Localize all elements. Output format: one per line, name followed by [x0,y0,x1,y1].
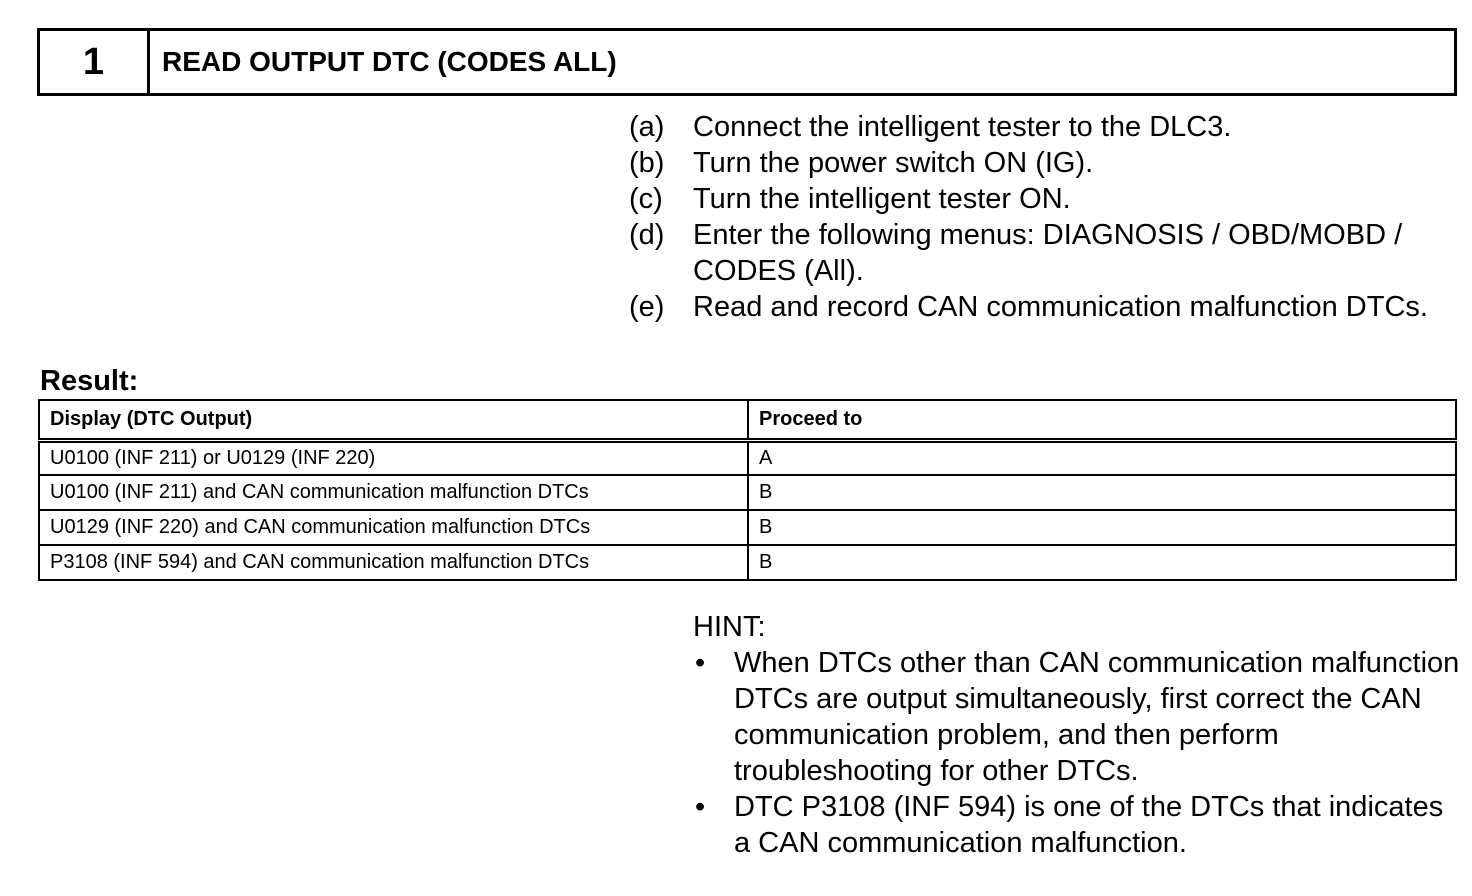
procedure-text: Read and record CAN communication malfunction DTCs. [693,291,1428,323]
procedure-marker: (a) [629,111,665,143]
procedure-text: Turn the intelligent tester ON. [693,183,1071,215]
display-cell: U0100 (INF 211) and CAN communication malfunction DTCs [39,475,748,510]
hint-text: DTC P3108 (INF 594) is one of the DTCs that indicates a CAN communication malfunction. [734,791,1444,859]
hint-item [693,789,1463,861]
table-row [39,545,1456,580]
display-cell: U0129 (INF 220) and CAN communication malfunction DTCs [39,510,748,545]
step-header [37,28,1457,96]
procedure-item [629,109,1459,145]
procedure-text: Connect the intelligent tester to the DLC3. [693,111,1232,143]
hint-list [693,645,1463,861]
procedure-item [629,181,1459,217]
procedure-item [629,217,1459,289]
step-number: 1 [40,31,150,93]
column-header-proceed: Proceed to [748,400,1456,440]
procedure-marker: (e) [629,291,665,323]
table-row [39,440,1456,475]
proceed-cell: B [748,510,1456,545]
hint-title: HINT: [693,611,766,643]
hint-item [693,645,1463,789]
table-row [39,475,1456,510]
bullet-icon: • [695,791,706,823]
bullet-icon: • [695,647,706,679]
hint-section [693,609,1463,861]
step-title: READ OUTPUT DTC (CODES ALL) [162,46,617,77]
display-cell: P3108 (INF 594) and CAN communication malfunction DTCs [39,545,748,580]
procedure-marker: (d) [629,219,665,251]
procedure-item [629,145,1459,181]
proceed-cell: A [748,440,1456,475]
result-heading: Result: [40,365,139,397]
column-header-display: Display (DTC Output) [39,400,748,440]
table-header-row [39,400,1456,440]
procedure-item [629,289,1459,325]
procedure-text: Enter the following menus: DIAGNOSIS / OBD/MOBD / CODES (All). [693,219,1403,287]
procedure-marker: (c) [629,183,663,215]
proceed-cell: B [748,545,1456,580]
display-cell: U0100 (INF 211) or U0129 (INF 220) [39,440,748,475]
procedure-text: Turn the power switch ON (IG). [693,147,1094,179]
hint-text: When DTCs other than CAN communication malfunction DTCs are output simultaneously, first correct the CAN communication problem, and then perform troubleshooting for other DTCs. [734,647,1460,787]
result-table [38,399,1457,581]
procedure-list [629,109,1459,325]
proceed-cell: B [748,475,1456,510]
table-row [39,510,1456,545]
procedure-marker: (b) [629,147,665,179]
